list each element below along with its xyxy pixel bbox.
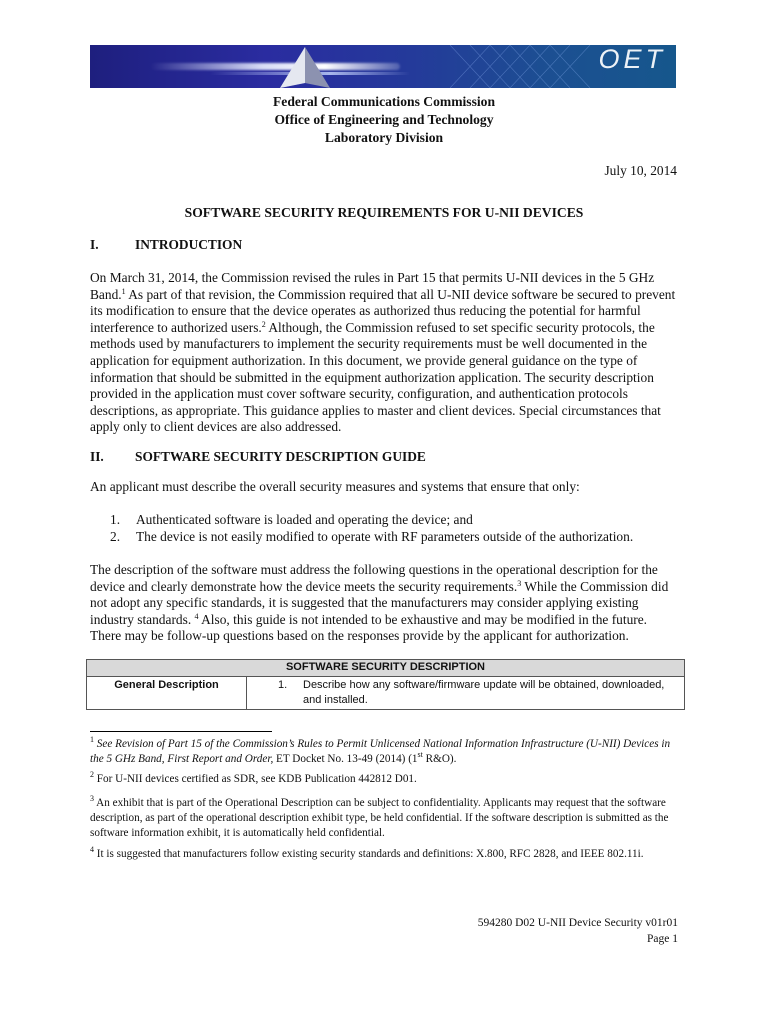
agency-name: Federal Communications Commission — [272, 94, 496, 109]
office-name: Office of Engineering and Technology — [274, 112, 494, 127]
footnote-text: For U-NII devices certified as SDR, see KDB Publication 442812 D01. — [94, 773, 417, 785]
footnote-number: 3 — [90, 794, 94, 803]
paragraph-text: On March 31, 2014, the Commission revised the rules in Part 15 that permits U-NII devices in the 5 GHz Band. — [90, 270, 655, 302]
footnote-1 — [90, 737, 680, 767]
page-number: Page 1 — [647, 933, 678, 945]
footnote-citation: See Revision of Part 15 of the Commission’s Rules to Permit Unlicensed National Information Infrastructure (U-NII) Devices in the 5 GHz Band, First Report and Order, — [90, 738, 671, 765]
footnote-2 — [90, 772, 680, 787]
footnote-divider — [90, 731, 272, 732]
oet-banner — [90, 45, 676, 88]
list-text: Authenticated software is loaded and operating the device; and — [136, 512, 473, 527]
footnote-number: 1 — [90, 735, 94, 744]
footnote-4 — [90, 847, 680, 862]
list-number: 1. — [110, 512, 121, 527]
guide-paragraph — [90, 562, 680, 645]
section-heading: INTRODUCTION — [135, 237, 243, 252]
division-name: Laboratory Division — [324, 130, 444, 145]
footnote-ref[interactable]: 1 — [121, 286, 126, 296]
section-heading: SOFTWARE SECURITY DESCRIPTION GUIDE — [135, 449, 426, 464]
table-header: SOFTWARE SECURITY DESCRIPTION — [87, 660, 685, 677]
oet-logo: OET — [598, 45, 666, 74]
footnote-text: An exhibit that is part of the Operational Description can be subject to confidentiality. Applicants may request that the software description, as part of the operational description exhibit type, be held confidential. If the software description is submitted as the software information exhibit, it is automatically held confidential. — [90, 797, 669, 839]
footnote-ref[interactable]: 3 — [517, 578, 522, 588]
section-number: II. — [90, 449, 104, 464]
footnote-number: 4 — [90, 845, 94, 854]
footnote-text: ET Docket No. 13-49 (2014) (1 — [273, 753, 418, 765]
pyramid-icon — [270, 45, 340, 88]
footnote-ref[interactable]: 4 — [194, 611, 199, 621]
paragraph-text: Also, this guide is not intended to be exhaustive and may be modified in the future. There may be follow-up questions based on the responses provide by the applicant for authorization. — [90, 611, 648, 644]
list-item — [110, 529, 680, 546]
footnote-ref[interactable]: 2 — [261, 319, 266, 329]
footnote-text: It is suggested that manufacturers follow existing security standards and definitions: X.800, RFC 2828, and IEEE 802.11i. — [94, 848, 644, 860]
lattice-graphic — [450, 45, 600, 88]
footnote-3 — [90, 796, 680, 841]
document-title: SOFTWARE SECURITY REQUIREMENTS FOR U-NII DEVICES — [184, 205, 584, 220]
requirements-list — [110, 512, 680, 546]
list-item — [110, 512, 680, 529]
row-number: 1. — [278, 679, 288, 691]
security-description-table — [86, 659, 685, 710]
ordinal-suffix: st — [417, 750, 423, 759]
list-text: The device is not easily modified to operate with RF parameters outside of the authorization. — [136, 529, 634, 544]
section-number: I. — [90, 237, 99, 252]
footnote-number: 2 — [90, 770, 94, 779]
table-row — [87, 677, 685, 710]
row-content — [247, 677, 685, 710]
document-date: July 10, 2014 — [604, 163, 677, 178]
row-text: Describe how any software/firmware update will be obtained, downloaded, and installed. — [303, 679, 665, 706]
paragraph-text: While the Commission did not adopt any specific standards, it is suggested that the manufacturers may consider applying existing industry standards. — [90, 578, 669, 627]
row-label: General Description — [87, 677, 247, 710]
paragraph-text: The description of the software must address the following questions in the operational description for the device and clearly demonstrate how the device meets the security requirements. — [90, 562, 658, 594]
paragraph-text: Although, the Commission refused to set specific security protocols, the methods used by manufacturers to implement the security requirements must be well documented in the application for equipment authorization. In this document, we provide general guidance on the type of information that should be submitted in the equipment authorization application. The security description provided in the application must cover software security, configuration, and authentication protocols descriptions, as appropriate. This guidance applies to master and client devices. Special circumstances that apply only to client devices are also addressed. — [90, 319, 661, 435]
list-number: 2. — [110, 529, 121, 544]
guide-intro: An applicant must describe the overall security measures and systems that ensure that only: — [90, 479, 580, 494]
footnote-text: R&O). — [422, 753, 457, 765]
page-footer — [478, 915, 678, 947]
intro-paragraph — [90, 270, 680, 436]
document-id: 594280 D02 U-NII Device Security v01r01 — [477, 917, 678, 929]
paragraph-text: As part of that revision, the Commission required that all U-NII device software be secured to prevent its modification to ensure that the device operates as authorized thus reducing the potential for harmful interference to authorized users. — [90, 286, 676, 335]
